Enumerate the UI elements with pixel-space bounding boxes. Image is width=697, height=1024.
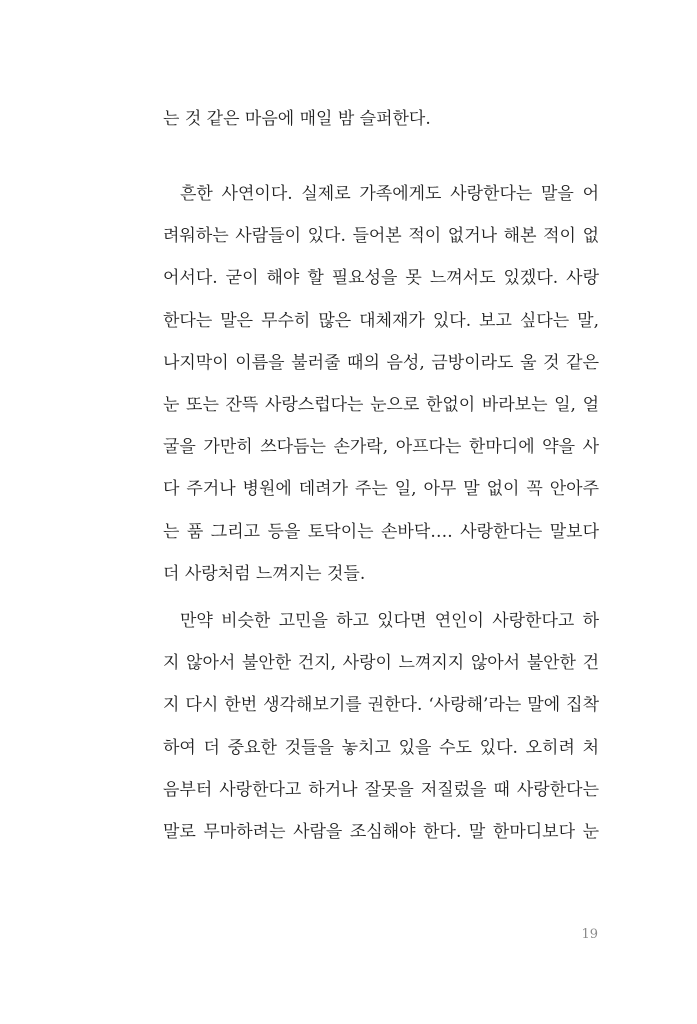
text-line: 지 다시 한번 생각해보기를 권한다. ‘사랑해’라는 말에 집착 (163, 695, 599, 716)
paragraph-3 (163, 600, 599, 853)
page-number: 19 (581, 927, 598, 942)
text-line: 하여 더 중요한 것들을 놓치고 있을 수도 있다. 오히려 처 (163, 737, 599, 758)
text-line: 더 사랑처럼 느껴지는 것들. (163, 563, 366, 584)
text-line: 려워하는 사람들이 있다. 들어본 적이 없거나 해본 적이 없 (163, 226, 599, 247)
text-line: 는 것 같은 마음에 매일 밤 슬퍼한다. (163, 109, 431, 129)
text-line: 말로 무마하려는 사람을 조심해야 한다. 말 한마디보다 눈 (163, 821, 599, 842)
text-line: 어서다. 굳이 해야 할 필요성을 못 느껴서도 있겠다. 사랑 (163, 268, 599, 289)
text-line: 지 않아서 불안한 건지, 사랑이 느껴지지 않아서 불안한 건 (163, 653, 599, 674)
text-line: 음부터 사랑한다고 하거나 잘못을 저질렀을 때 사랑한다는 (163, 779, 599, 800)
text-line: 흔한 사연이다. 실제로 가족에게도 사랑한다는 말을 어 (180, 184, 599, 204)
text-line: 한다는 말은 무수히 많은 대체재가 있다. 보고 싶다는 말, (163, 310, 599, 331)
text-line: 는 품 그리고 등을 토닥이는 손바닥…. 사랑한다는 말보다 (163, 521, 599, 542)
text-line: 다 주거나 병원에 데려가 주는 일, 아무 말 없이 꼭 안아주 (163, 479, 599, 500)
paragraph-2 (163, 173, 599, 595)
paragraph-1 (163, 98, 599, 140)
text-line: 굴을 가만히 쓰다듬는 손가락, 아프다는 한마디에 약을 사 (163, 437, 599, 458)
text-line: 나지막이 이름을 불러줄 때의 음성, 금방이라도 울 것 같은 (163, 352, 599, 373)
text-line: 눈 또는 잔뜩 사랑스럽다는 눈으로 한없이 바라보는 일, 얼 (163, 394, 599, 415)
text-line: 만약 비슷한 고민을 하고 있다면 연인이 사랑한다고 하 (180, 611, 599, 631)
